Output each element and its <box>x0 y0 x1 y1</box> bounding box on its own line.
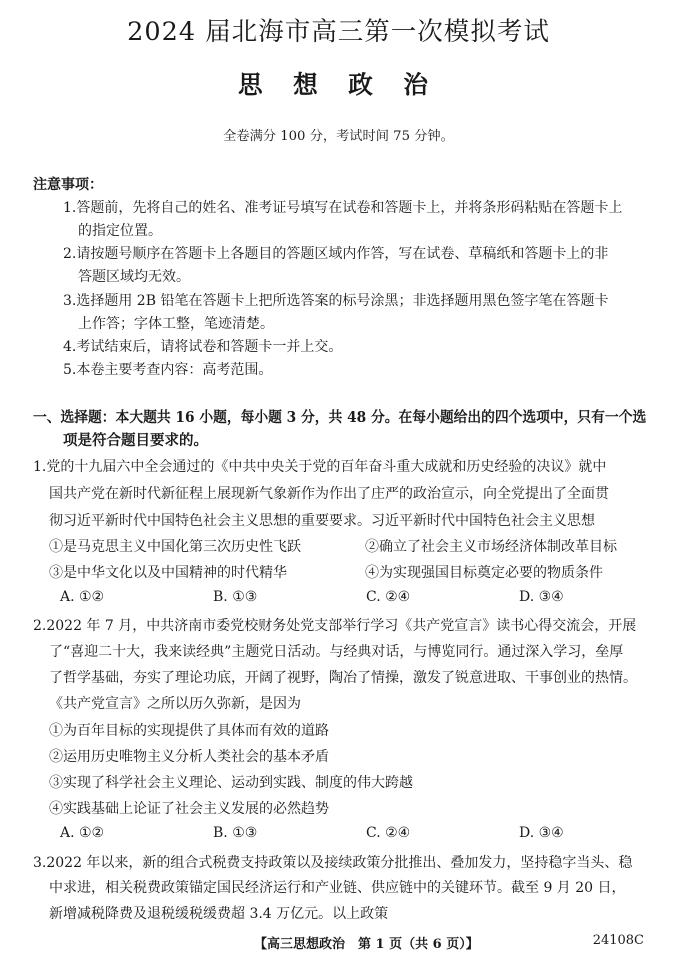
choice-c[interactable]: C. ②④ <box>366 825 411 841</box>
exam-title: 2024 届北海市高三第一次模拟考试 <box>127 17 550 47</box>
subject-title: 思 想 政 治 <box>238 70 439 99</box>
page-number: 【高三思想政治 第 1 页（共 6 页）】 <box>254 937 479 952</box>
question-1-stem: 1.党的十九届六中全会通过的《中共中央关于党的百年奋斗重大成就和历史经验的决议》就中 <box>33 459 607 475</box>
choice-c[interactable]: C. ②④ <box>366 589 411 605</box>
paper-code: 24108C <box>592 933 644 948</box>
question-1-choices <box>60 589 620 609</box>
exam-info: 全卷满分 100 分，考试时间 75 分钟。 <box>223 129 454 144</box>
question-1-statement: ①是马克思主义中国化第三次历史性飞跃 <box>49 539 301 555</box>
note-line: 3.选择题用 2B 铅笔在答题卡上把所选答案的标号涂黑；非选择题用黑色签字笔在答题卡 <box>63 293 609 309</box>
note-line: 4.考试结束后，请将试卷和答题卡一并上交。 <box>63 339 343 355</box>
question-2-choices <box>60 825 620 845</box>
question-2-statement: ①为百年目标的实现提供了具体而有效的道路 <box>49 723 329 739</box>
choice-a[interactable]: A. ①② <box>60 589 105 605</box>
question-2-statement: ④实践基础上论证了社会主义发展的必然趋势 <box>49 801 329 817</box>
note-line: 的指定位置。 <box>78 223 162 239</box>
question-2-statement: ②运用历史唯物主义分析人类社会的基本矛盾 <box>49 749 329 765</box>
question-3-stem: 中求进，相关税费政策锚定国民经济运行和产业链、供应链中的关键环节。截至 9 月 20 日， <box>49 880 626 896</box>
section-heading-cont: 项是符合题目要求的。 <box>63 432 208 449</box>
choice-a[interactable]: A. ①② <box>60 825 105 841</box>
note-line: 2.请按题号顺序在答题卡上各题目的答题区域内作答，写在试卷、草稿纸和答题卡上的非 <box>63 246 609 262</box>
choice-d[interactable]: D. ③④ <box>519 589 564 605</box>
note-line: 1.答题前，先将自己的姓名、准考证号填写在试卷和答题卡上，并将条形码粘贴在答题卡上 <box>63 200 623 216</box>
question-2-stem: 了哲学基础，夯实了理论功底，开阔了视野，陶冶了情操，激发了锐意进取、干事创业的热情。 <box>49 670 637 686</box>
section-heading: 一、选择题：本大题共 16 小题，每小题 3 分，共 48 分。在每小题给出的四个选项中，只有一个选 <box>33 409 647 426</box>
note-line: 上作答；字体工整，笔迹清楚。 <box>78 316 274 332</box>
notes-heading: 注意事项： <box>33 177 103 193</box>
choice-b[interactable]: B. ①③ <box>213 825 258 841</box>
choice-b[interactable]: B. ①③ <box>213 589 258 605</box>
question-1-statement: ③是中华文化以及中国精神的时代精华 <box>49 565 287 581</box>
question-1-statement: ④为实现强国目标奠定必要的物质条件 <box>365 565 603 581</box>
question-3-stem: 新增减税降费及退税缓税缓费超 3.4 万亿元。以上政策 <box>49 906 389 922</box>
question-1-stem: 国共产党在新时代新征程上展现新气象新作为作出了庄严的政治宣示，向全党提出了全面贯 <box>49 486 609 502</box>
note-line: 5.本卷主要考查内容：高考范围。 <box>63 362 273 378</box>
question-1-statement: ②确立了社会主义市场经济体制改革目标 <box>365 539 617 555</box>
question-2-stem: 《共产党宣言》之所以历久弥新，是因为 <box>49 696 301 712</box>
choice-d[interactable]: D. ③④ <box>519 825 564 841</box>
note-line: 答题区域均无效。 <box>78 269 190 285</box>
question-1-stem: 彻习近平新时代中国特色社会主义思想的重要要求。习近平新时代中国特色社会主义思想 <box>49 513 595 529</box>
question-3-stem: 3.2022 年以来，新的组合式税费支持政策以及接续政策分批推出、叠加发力，坚持稳字当头、稳 <box>33 855 633 871</box>
question-2-statement: ③实现了科学社会主义理论、运动到实践、制度的伟大跨越 <box>49 775 413 791</box>
question-2-stem: 了“喜迎二十大，我来读经典”主题党日活动。与经典对话，与博览同行。通过深入学习，垒厚 <box>49 644 624 660</box>
question-2-stem: 2.2022 年 7 月，中共济南市委党校财务处党支部举行学习《共产党宣言》读书心得交流会，开展 <box>33 618 637 634</box>
